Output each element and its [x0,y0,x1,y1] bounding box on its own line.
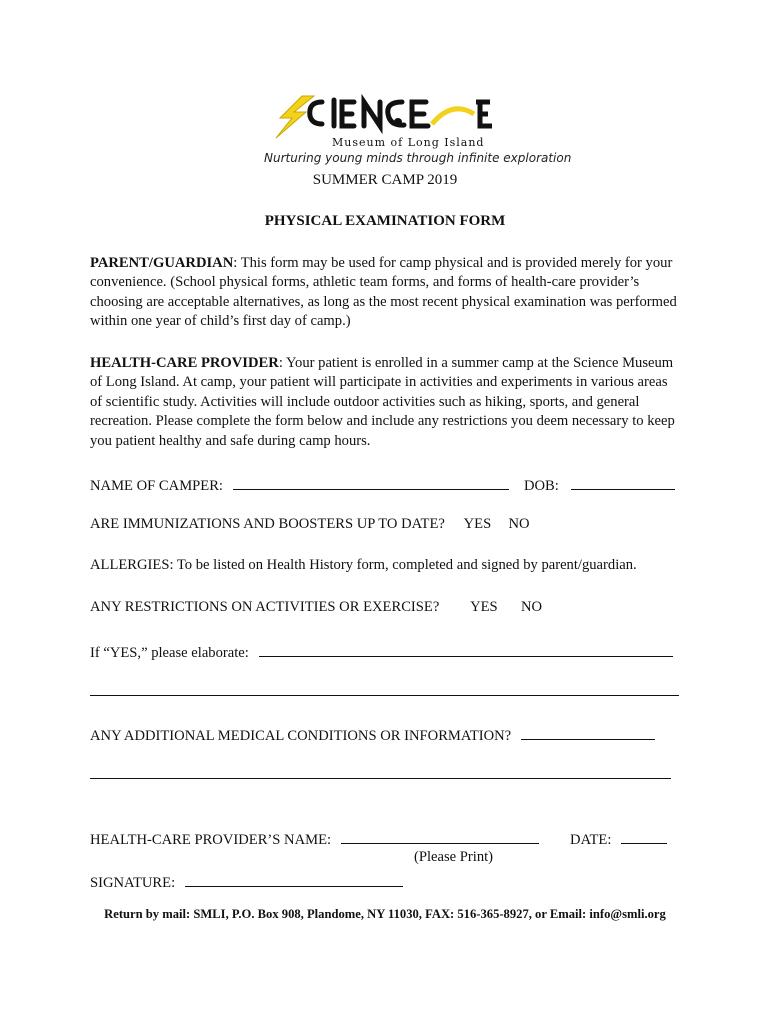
please-print-note: (Please Print) [414,849,494,865]
dob-label: DOB: [523,478,559,494]
additional-conditions-label: ANY ADDITIONAL MEDICAL CONDITIONS OR INFORMATION? [90,728,512,744]
immunizations-yes-option[interactable]: YES [463,516,492,532]
restrictions-no-option[interactable]: NO [520,599,543,615]
parent-guardian-paragraph [90,254,680,332]
camper-name-row [90,474,675,495]
provider-name-row [90,828,667,849]
camp-title: SUMMER CAMP 2019 [312,172,458,188]
additional-conditions-field[interactable] [521,724,655,740]
immunizations-row [90,516,530,533]
signature-label: SIGNATURE: [90,875,176,891]
camper-name-field[interactable] [233,474,509,490]
dob-field[interactable] [571,474,675,490]
additional-conditions-continuation-line[interactable] [90,778,671,779]
health-care-provider-text: : Your patient is enrolled in a summer camp at the Science Museum of Long Island. At camp, your patient will participate in activities and experiments in various areas of scientific study. Activities will include outdoor activities such as hiking, sports, and general recreation. Please complete the form below and include any restrictions you deem necessary to keep you patient healthy and safe during camp hours. [90,355,675,449]
allergies-text: ALLERGIES: To be listed on Health History form, completed and signed by parent/guardian. [90,557,637,573]
return-instructions: Return by mail: SMLI, P.O. Box 908, Plandome, NY 11030, FAX: 516-365-8927, or Email: info@smli.org [104,907,666,921]
parent-guardian-label: PARENT/GUARDIAN [90,255,234,271]
provider-name-label: HEALTH-CARE PROVIDER’S NAME: [90,832,332,848]
logo-subtitle: Museum of Long Island [332,136,485,149]
date-field[interactable] [621,828,667,844]
health-care-provider-paragraph [90,354,680,451]
restrictions-label: ANY RESTRICTIONS ON ACTIVITIES OR EXERCISE? [90,599,440,615]
tagline: Nurturing young minds through infinite exploration [264,151,572,165]
additional-conditions-row [90,724,655,745]
elaborate-continuation-line[interactable] [90,695,679,696]
provider-name-field[interactable] [341,828,539,844]
restrictions-row [90,599,542,616]
signature-row [90,871,403,892]
signature-field[interactable] [185,871,403,887]
elaborate-row [90,641,673,662]
parent-guardian-text: : This form may be used for camp physical and is provided merely for your convenience. (School physical forms, athletic team forms, and forms of health-care provider’s choosing are acceptable alternatives, as long as the most recent physical examination was performed within one year of child’s first day of camp.) [90,255,677,330]
health-care-provider-label: HEALTH-CARE PROVIDER [90,355,279,371]
restrictions-yes-option[interactable]: YES [470,599,498,615]
camper-name-label: NAME OF CAMPER: [90,478,223,494]
elaborate-label: If “YES,” please elaborate: [90,645,249,661]
form-title: PHYSICAL EXAMINATION FORM [264,213,506,229]
immunizations-no-option[interactable]: NO [508,516,530,532]
immunizations-label: ARE IMMUNIZATIONS AND BOOSTERS UP TO DATE? [90,516,445,532]
elaborate-field[interactable] [259,641,673,657]
date-label: DATE: [570,832,612,848]
